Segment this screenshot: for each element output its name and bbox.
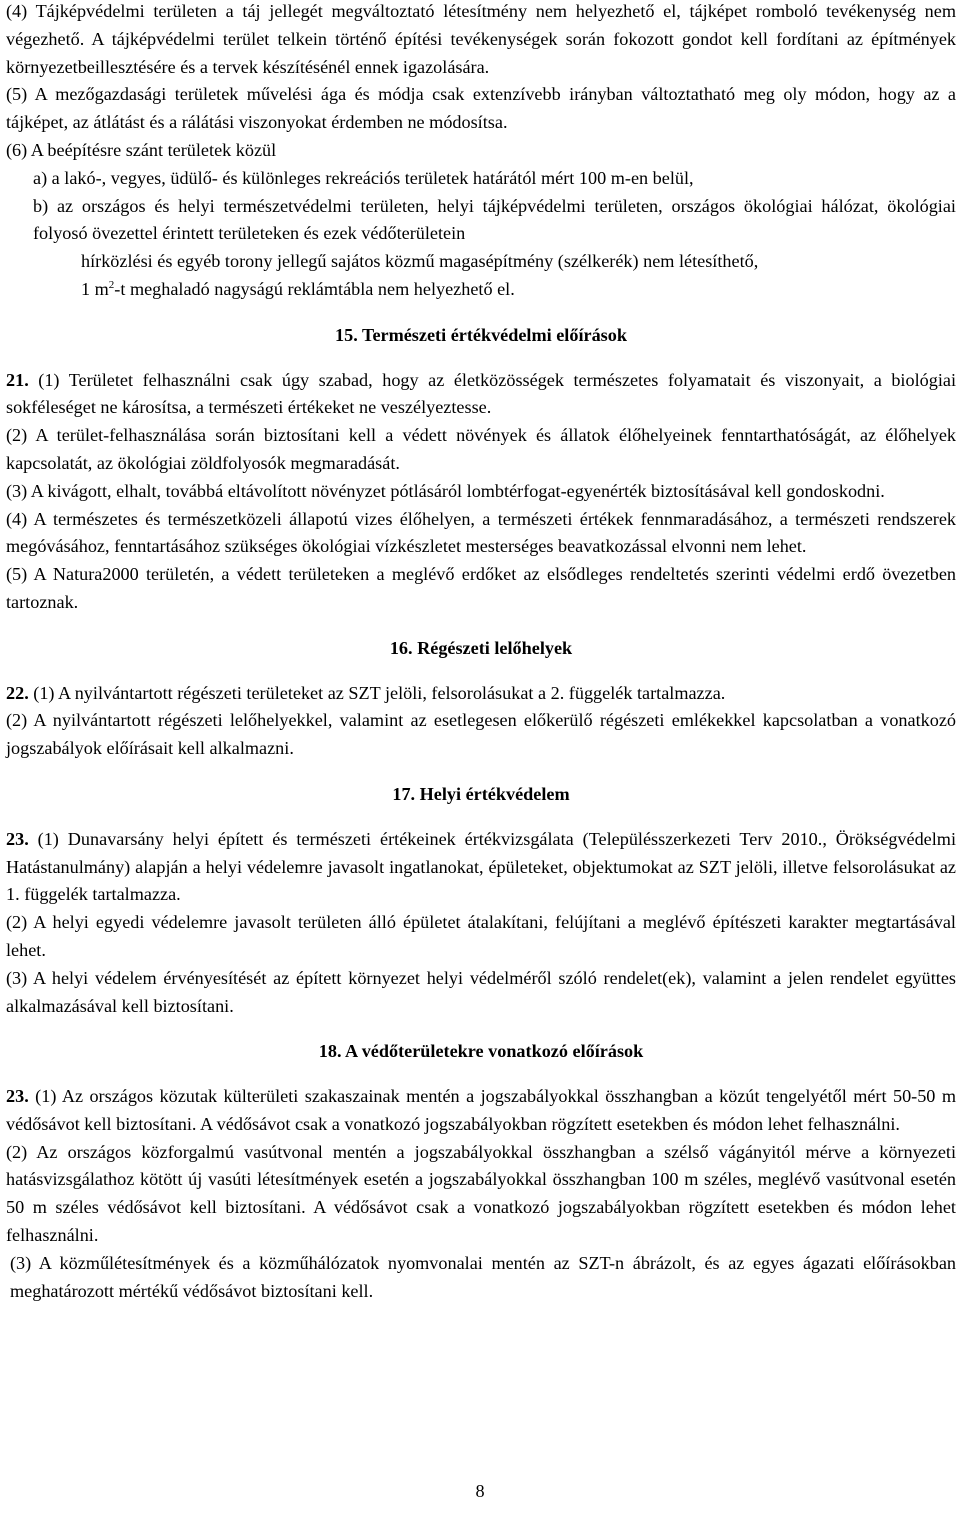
- article-number: 23.: [6, 828, 29, 849]
- section-16-paragraph-2: (2) A nyilvántartott régészeti lelőhelyekkel, valamint az esetlegesen előkerülő régészeti emlékekkel kapcsolatban a vonatkozó jogszabályok előírásait kell alkalmazni.: [6, 710, 956, 759]
- section-15-paragraph-3: (3) A kivágott, elhalt, továbbá eltávolított növényzet pótlásáról lombtérfogat-egyenérték biztosításával kell gondoskodni.: [6, 480, 885, 501]
- list-item-a: a) a lakó-, vegyes, üdülő- és különleges rekreációs területek határától mért 100 m-en belül,: [33, 167, 694, 188]
- section-18-title: 18. A védőterületekre vonatkozó előírások: [318, 1041, 644, 1062]
- section-17-title: 17. Helyi értékvédelem: [392, 783, 570, 804]
- paragraph-6-conclusion-1: hírközlési és egyéb torony jellegű sajátos közmű magasépítmény (szélkerék) nem létesíthető,: [81, 251, 759, 272]
- unit-text: 1 m: [81, 278, 109, 299]
- section-15-paragraph-5: (5) A Natura2000 területén, a védett területeken a meglévő erdőket az elsődleges rendeltetés szerinti védelmi erdő övezetben tartoznak.: [6, 564, 956, 612]
- section-15-title: 15. Természeti értékvédelmi előírások: [335, 324, 627, 345]
- section-18-paragraph-3: (3) A közműlétesítmények és a közműhálózatok nyomvonalai mentén az SZT-n ábrázolt, és az egyes ágazati előírásokban meghatározott mértékű védősávot biztosítani kell.: [10, 1252, 956, 1301]
- section-17-paragraph-3: (3) A helyi védelem érvényesítését az épített környezet helyi védelméről szóló rendelet(ek), valamint a jelen rendelet együttes alkalmazásával kell biztosítani.: [6, 967, 956, 1016]
- section-18-paragraph-2: (2) Az országos közforgalmú vasútvonal mentén a jogszabályokkal összhangban a szélső vágányitól mérve a környezeti hatásvizsgálathoz kötött új vasúti létesítmények esetén a jogszabályokkal összhangban 100 m széles, meglévő vasútvonal esetén 50 m széles védősávot kell biztosítani. A védősávot csak a vonatkozó jogszabályokban rögzített esetekben és módon lehet felhasználni.: [6, 1141, 956, 1246]
- unit-superscript: 2: [108, 278, 115, 291]
- document-body: [6, 0, 956, 1305]
- section-15-paragraph-1: [6, 367, 956, 423]
- page-number: 8: [475, 1481, 485, 1501]
- section-15-paragraph-2: (2) A terület-felhasználása során biztosítani kell a védett növények és állatok élőhelyeinek fenntarthatóságát, az élőhelyek kapcsolatát, az ökológiai zöldfolyosók megmaradását.: [6, 425, 956, 473]
- section-16-paragraph-1: [6, 680, 956, 708]
- paragraph-4: (4) Tájképvédelmi területen a táj jellegét megváltoztató létesítmény nem helyezhető el, tájképet romboló tevékenység nem végezhető. A tájképvédelmi terület telkein történő építési tevékenységek során fokozott gondot kell fordítani az építmények környezetbeillesztésére és a tervek készítésénél ennek igazolására.: [6, 1, 956, 77]
- paragraph-6: (6) A beépítésre szánt területek közül: [6, 139, 277, 160]
- article-number: 22.: [6, 682, 29, 703]
- section-15-paragraph-4: (4) A természetes és természetközeli állapotú vizes élőhelyen, a természeti értékek fennmaradásához, a természeti rendszerek megóvásához, fenntartásához szükséges ökológiai vízkészletet mesterséges beavatkozással elvonni nem lehet.: [6, 508, 956, 557]
- paragraph-5: (5) A mezőgazdasági területek művelési ága és módja csak extenzívebb irányban változtatható meg oly módon, hogy az a tájképet, az átlátást és a rálátási viszonyokat érdemben ne módosítsa.: [6, 84, 956, 133]
- section-17-paragraph-1: [6, 826, 956, 909]
- section-17-paragraph-2: (2) A helyi egyedi védelemre javasolt területen álló épületet átalakítani, felújítani a meglévő építészeti karakter megtartásával lehet.: [6, 912, 956, 960]
- section-16-title: 16. Régészeti lelőhelyek: [389, 637, 573, 658]
- article-number: 23.: [6, 1086, 29, 1107]
- section-18-paragraph-1: [6, 1083, 956, 1139]
- paragraph-text: (1) Az országos közutak külterületi szakaszainak mentén a jogszabályokkal összhangban a közút tengelyétől mért 50-50 m védősávot kell biztosítani. A védősávot csak a vonatkozó jogszabályokban rögzített esetekben és módon lehet felhasználni.: [6, 1086, 956, 1134]
- conclusion-2-text: -t meghaladó nagyságú reklámtábla nem helyezhető el.: [114, 278, 515, 299]
- paragraph-text: (1) Területet felhasználni csak úgy szabad, hogy az életközösségek természetes folyamatait és viszonyait, a biológiai sokféleséget ne károsítsa, a természeti értékeket ne veszélyeztesse.: [6, 369, 956, 418]
- article-number: 21.: [6, 369, 29, 390]
- paragraph-text: (1) A nyilvántartott régészeti területeket az SZT jelöli, felsorolásukat a 2. függelék tartalmazza.: [28, 682, 726, 703]
- paragraph-6-conclusion-2: [6, 276, 956, 304]
- list-item-b-text: b) az országos és helyi természetvédelmi területen, helyi tájképvédelmi területen, országos ökológiai hálózat, ökológiai folyosó övezettel érintett területeken és ezek védőterületein: [33, 195, 956, 244]
- paragraph-text: (1) Dunavarsány helyi épített és természeti értékeinek értékvizsgálata (Településszerkezeti Terv 2010., Örökségvédelmi Hatástanulmány) alapján a helyi védelemre javasolt ingatlanokat, épületeket, objektumokat az SZT jelöli, illetve felsorolásukat az 1. függelék tartalmazza.: [6, 828, 956, 905]
- list-item-b: [6, 193, 956, 249]
